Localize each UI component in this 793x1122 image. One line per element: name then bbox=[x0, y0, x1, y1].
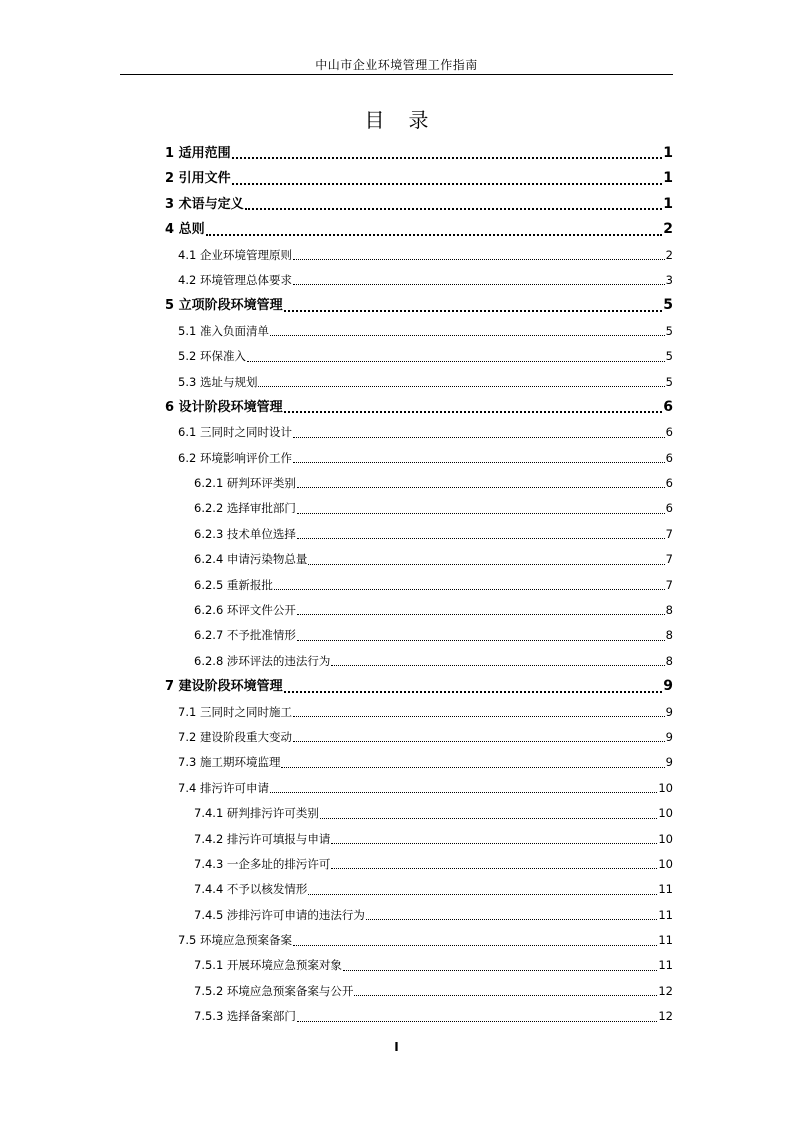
toc-leader-dots bbox=[331, 868, 657, 869]
toc-entry-page: 8 bbox=[665, 603, 673, 618]
toc-leader-dots bbox=[320, 818, 657, 819]
toc-entry-page: 10 bbox=[658, 831, 673, 846]
toc-entry-label: 6.1 三同时之同时设计 bbox=[178, 425, 292, 440]
toc-leader-dots bbox=[297, 487, 665, 488]
toc-entry[interactable] bbox=[165, 1004, 673, 1029]
toc-leader-dots bbox=[293, 716, 665, 717]
toc-entry-page: 5 bbox=[665, 323, 673, 338]
toc-leader-dots bbox=[297, 538, 665, 539]
toc-entry-label: 7.1 三同时之同时施工 bbox=[178, 704, 292, 719]
toc-entry[interactable] bbox=[165, 471, 673, 496]
toc-entry-label: 7.3 施工期环境监理 bbox=[178, 755, 281, 770]
toc-leader-dots bbox=[232, 183, 663, 185]
toc-leader-dots bbox=[232, 157, 663, 159]
toc-leader-dots bbox=[258, 386, 664, 387]
toc-entry-page: 8 bbox=[665, 628, 673, 643]
toc-leader-dots bbox=[293, 284, 665, 285]
toc-entry[interactable] bbox=[165, 700, 673, 725]
toc-entry[interactable] bbox=[165, 598, 673, 623]
toc-entry-label: 2 引用文件 bbox=[165, 171, 231, 187]
toc-entry-page: 5 bbox=[665, 349, 673, 364]
toc-leader-dots bbox=[284, 310, 663, 312]
toc-entry-page: 1 bbox=[663, 195, 673, 212]
toc-entry-label: 7.5.3 选择备案部门 bbox=[194, 1009, 296, 1024]
toc-entry-page: 11 bbox=[658, 882, 673, 897]
toc-leader-dots bbox=[284, 411, 663, 413]
toc-entry-page: 11 bbox=[658, 933, 673, 948]
toc-entry-page: 3 bbox=[665, 272, 673, 287]
toc-entry[interactable] bbox=[165, 903, 673, 928]
toc-leader-dots bbox=[270, 335, 665, 336]
toc-entry-page: 6 bbox=[665, 476, 673, 491]
toc-entry-page: 7 bbox=[665, 526, 673, 541]
toc-entry-page: 10 bbox=[658, 780, 673, 795]
toc-entry-label: 4.2 环境管理总体要求 bbox=[178, 272, 292, 287]
table-of-contents bbox=[165, 141, 673, 1030]
toc-entry[interactable] bbox=[165, 268, 673, 293]
toc-leader-dots bbox=[293, 259, 665, 260]
toc-entry-page: 10 bbox=[658, 856, 673, 871]
toc-entry[interactable] bbox=[165, 674, 673, 699]
toc-entry-label: 7.2 建设阶段重大变动 bbox=[178, 729, 292, 744]
toc-entry-page: 6 bbox=[663, 398, 673, 415]
toc-entry-label: 6.2.6 环评文件公开 bbox=[194, 603, 296, 618]
toc-entry-page: 2 bbox=[665, 247, 673, 262]
toc-entry[interactable] bbox=[165, 827, 673, 852]
toc-entry[interactable] bbox=[165, 547, 673, 572]
toc-entry[interactable] bbox=[165, 801, 673, 826]
toc-entry-label: 7.5.1 开展环境应急预案对象 bbox=[194, 958, 342, 973]
toc-entry-page: 12 bbox=[658, 983, 673, 998]
toc-entry[interactable] bbox=[165, 573, 673, 598]
toc-entry-label: 5.1 准入负面清单 bbox=[178, 323, 269, 338]
toc-entry[interactable] bbox=[165, 954, 673, 979]
toc-entry-page: 9 bbox=[665, 704, 673, 719]
toc-leader-dots bbox=[293, 462, 665, 463]
toc-entry-page: 5 bbox=[663, 297, 673, 314]
toc-leader-dots bbox=[331, 843, 657, 844]
toc-entry-label: 7.4.2 排污许可填报与申请 bbox=[194, 831, 331, 846]
toc-entry-page: 1 bbox=[663, 170, 673, 187]
toc-leader-dots bbox=[366, 919, 657, 920]
toc-leader-dots bbox=[308, 894, 657, 895]
toc-entry-page: 1 bbox=[663, 144, 673, 161]
toc-leader-dots bbox=[293, 741, 665, 742]
toc-entry-label: 6.2.5 重新报批 bbox=[194, 577, 273, 592]
toc-leader-dots bbox=[245, 208, 663, 210]
toc-entry[interactable] bbox=[165, 243, 673, 268]
toc-leader-dots bbox=[331, 665, 664, 666]
toc-entry-page: 11 bbox=[658, 958, 673, 973]
toc-entry-page: 7 bbox=[665, 577, 673, 592]
toc-entry-label: 7 建设阶段环境管理 bbox=[165, 679, 283, 695]
toc-leader-dots bbox=[293, 945, 657, 946]
toc-entry-label: 5.2 环保准入 bbox=[178, 349, 246, 364]
toc-entry[interactable] bbox=[165, 344, 673, 369]
toc-entry-label: 6.2.8 涉环评法的违法行为 bbox=[194, 653, 331, 668]
toc-leader-dots bbox=[270, 792, 657, 793]
toc-leader-dots bbox=[343, 970, 657, 971]
toc-entry[interactable] bbox=[165, 877, 673, 902]
toc-entry-label: 6.2 环境影响评价工作 bbox=[178, 450, 292, 465]
toc-entry[interactable] bbox=[165, 522, 673, 547]
toc-entry-page: 2 bbox=[663, 221, 673, 238]
toc-entry-label: 7.4.5 涉排污许可申请的违法行为 bbox=[194, 907, 365, 922]
toc-entry-label: 7.5.2 环境应急预案备案与公开 bbox=[194, 983, 354, 998]
toc-entry-page: 5 bbox=[665, 374, 673, 389]
toc-entry[interactable] bbox=[165, 852, 673, 877]
toc-title: 目录 bbox=[364, 108, 453, 132]
toc-leader-dots bbox=[354, 995, 657, 996]
toc-entry[interactable] bbox=[165, 496, 673, 521]
toc-entry-label: 7.5 环境应急预案备案 bbox=[178, 933, 292, 948]
toc-entry[interactable] bbox=[165, 750, 673, 775]
toc-entry-page: 8 bbox=[665, 653, 673, 668]
toc-entry-page: 10 bbox=[658, 806, 673, 821]
toc-entry-label: 7.4.3 一企多址的排污许可 bbox=[194, 856, 331, 871]
toc-entry[interactable] bbox=[165, 395, 673, 420]
toc-leader-dots bbox=[293, 437, 665, 438]
toc-entry-label: 6.2.4 申请污染物总量 bbox=[194, 552, 308, 567]
running-header: 中山市企业环境管理工作指南 bbox=[315, 58, 478, 72]
toc-entry-page: 6 bbox=[665, 501, 673, 516]
toc-leader-dots bbox=[281, 767, 664, 768]
toc-entry-page: 9 bbox=[665, 729, 673, 744]
toc-leader-dots bbox=[308, 564, 664, 565]
toc-entry-label: 4.1 企业环境管理原则 bbox=[178, 247, 292, 262]
toc-entry-label: 3 术语与定义 bbox=[165, 196, 244, 212]
toc-entry[interactable] bbox=[165, 217, 673, 242]
toc-entry[interactable] bbox=[165, 192, 673, 217]
toc-leader-dots bbox=[247, 361, 665, 362]
toc-entry-label: 6.2.7 不予批准情形 bbox=[194, 628, 296, 643]
toc-entry-label: 7.4 排污许可申请 bbox=[178, 780, 269, 795]
toc-entry-page: 12 bbox=[658, 1009, 673, 1024]
toc-entry[interactable] bbox=[165, 446, 673, 471]
toc-entry-label: 5.3 选址与规划 bbox=[178, 374, 258, 389]
toc-entry-page: 6 bbox=[665, 450, 673, 465]
toc-entry-label: 6 设计阶段环境管理 bbox=[165, 399, 283, 415]
toc-entry-label: 4 总则 bbox=[165, 222, 205, 238]
toc-entry[interactable] bbox=[165, 776, 673, 801]
toc-leader-dots bbox=[297, 513, 665, 514]
toc-entry[interactable] bbox=[165, 649, 673, 674]
toc-entry-page: 11 bbox=[658, 907, 673, 922]
toc-entry-page: 9 bbox=[663, 678, 673, 695]
toc-entry-page: 7 bbox=[665, 552, 673, 567]
header-rule bbox=[120, 74, 673, 75]
toc-entry[interactable] bbox=[165, 928, 673, 953]
toc-entry[interactable] bbox=[165, 370, 673, 395]
toc-entry[interactable] bbox=[165, 141, 673, 166]
toc-leader-dots bbox=[297, 1021, 657, 1022]
toc-entry-label: 7.4.4 不予以核发情形 bbox=[194, 882, 308, 897]
toc-entry-label: 1 适用范围 bbox=[165, 145, 231, 161]
toc-entry[interactable] bbox=[165, 725, 673, 750]
toc-leader-dots bbox=[284, 691, 663, 693]
toc-entry[interactable] bbox=[165, 293, 673, 318]
toc-entry-page: 6 bbox=[665, 425, 673, 440]
toc-entry[interactable] bbox=[165, 319, 673, 344]
toc-entry-label: 6.2.2 选择审批部门 bbox=[194, 501, 296, 516]
toc-entry-label: 5 立项阶段环境管理 bbox=[165, 298, 283, 314]
toc-leader-dots bbox=[297, 640, 665, 641]
toc-entry[interactable] bbox=[165, 166, 673, 191]
toc-entry[interactable] bbox=[165, 979, 673, 1004]
toc-entry[interactable] bbox=[165, 623, 673, 648]
toc-leader-dots bbox=[274, 589, 665, 590]
toc-entry-label: 6.2.3 技术单位选择 bbox=[194, 526, 296, 541]
page-number: I bbox=[394, 1040, 399, 1054]
toc-leader-dots bbox=[297, 614, 665, 615]
toc-entry-page: 9 bbox=[665, 755, 673, 770]
toc-leader-dots bbox=[206, 234, 663, 236]
toc-entry-label: 6.2.1 研判环评类别 bbox=[194, 476, 296, 491]
toc-entry-label: 7.4.1 研判排污许可类别 bbox=[194, 806, 319, 821]
toc-entry[interactable] bbox=[165, 420, 673, 445]
